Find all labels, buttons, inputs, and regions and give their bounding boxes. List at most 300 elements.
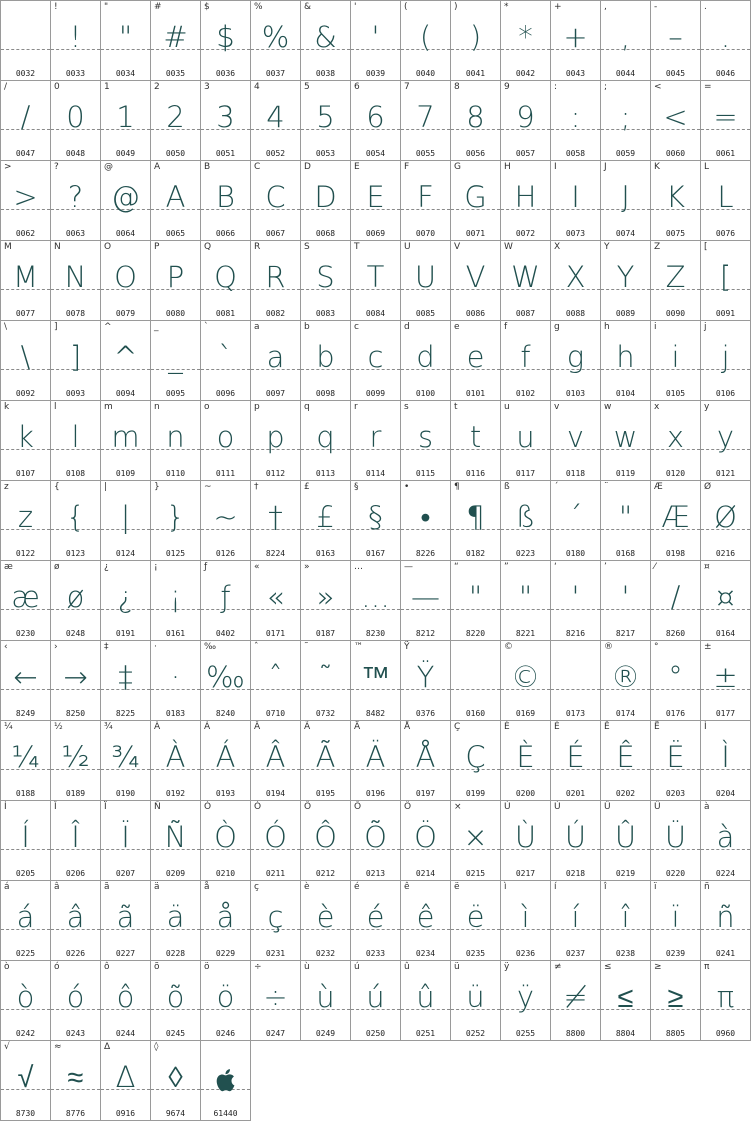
glyph-code: 8776 — [65, 1109, 86, 1118]
glyph-code: 0226 — [65, 949, 86, 958]
glyph-cell — [700, 880, 751, 961]
glyph-preview: t — [469, 420, 482, 454]
glyph-cell — [650, 960, 701, 1041]
glyph-preview: Ï — [121, 820, 130, 854]
glyph-code: 0063 — [65, 229, 86, 238]
glyph-preview: ` — [218, 340, 233, 374]
glyph-label: ê — [404, 882, 410, 892]
glyph-code: 0223 — [515, 549, 536, 558]
glyph-preview: å — [216, 900, 235, 934]
glyph-label: … — [354, 562, 363, 572]
glyph-label: « — [254, 562, 260, 572]
glyph-code: 0124 — [115, 549, 136, 558]
glyph-code: 0094 — [115, 389, 136, 398]
glyph-label: † — [254, 482, 259, 492]
apple-logo-icon — [215, 1063, 237, 1089]
glyph-preview: _ — [168, 340, 183, 374]
glyph-label: C — [254, 162, 261, 172]
glyph-preview: { — [66, 500, 85, 534]
glyph-code: 0041 — [465, 69, 486, 78]
glyph-label: c — [354, 322, 359, 332]
glyph-cell — [300, 640, 351, 721]
glyph-cell — [500, 800, 551, 881]
glyph-code: 0191 — [115, 629, 136, 638]
glyph-code: 8730 — [15, 1109, 36, 1118]
glyph-preview: h — [616, 340, 635, 374]
glyph-label: ç — [254, 882, 259, 892]
glyph-cell — [200, 880, 251, 961]
glyph-code: 0255 — [515, 1029, 536, 1038]
glyph-code: 0250 — [365, 1029, 386, 1038]
glyph-code: 0062 — [15, 229, 36, 238]
glyph-cell — [350, 480, 401, 561]
glyph-label: ” — [504, 562, 509, 572]
glyph-code: 0118 — [565, 469, 586, 478]
glyph-cell — [150, 720, 201, 801]
glyph-label: ÷ — [254, 962, 262, 972]
glyph-preview: Ä — [365, 740, 386, 774]
glyph-code: 0235 — [465, 949, 486, 958]
glyph-label: T — [354, 242, 360, 252]
glyph-label: * — [504, 2, 509, 12]
glyph-code: 0242 — [15, 1029, 36, 1038]
glyph-preview: ´ — [568, 500, 583, 534]
glyph-cell — [450, 640, 501, 721]
glyph-code: 0050 — [165, 149, 186, 158]
glyph-code: 0048 — [65, 149, 86, 158]
glyph-preview: ¶ — [466, 500, 485, 534]
glyph-preview: / — [670, 580, 681, 614]
glyph-preview: b — [316, 340, 335, 374]
glyph-preview: ½ — [61, 740, 90, 774]
glyph-code: 0096 — [215, 389, 236, 398]
glyph-preview: … — [361, 580, 390, 614]
glyph-code: 0248 — [65, 629, 86, 638]
glyph-code: 0249 — [315, 1029, 336, 1038]
glyph-preview: £ — [316, 500, 335, 534]
glyph-label: Å — [404, 722, 411, 732]
glyph-cell — [250, 160, 301, 241]
glyph-cell — [350, 400, 401, 481]
glyph-preview: ± — [713, 660, 738, 694]
glyph-code: 0061 — [715, 149, 736, 158]
glyph-preview: \ — [20, 340, 31, 374]
glyph-preview: c — [367, 340, 384, 374]
glyph-cell — [500, 0, 551, 81]
glyph-cell — [100, 560, 151, 641]
glyph-cell — [300, 800, 351, 881]
glyph-code: 0234 — [415, 949, 436, 958]
glyph-preview: p — [266, 420, 285, 454]
glyph-cell — [100, 640, 151, 721]
glyph-code: 0101 — [465, 389, 486, 398]
glyph-label: ≥ — [654, 962, 662, 972]
glyph-label: · — [154, 642, 157, 652]
glyph-code: 0106 — [715, 389, 736, 398]
glyph-label: G — [454, 162, 461, 172]
glyph-cell — [50, 80, 101, 161]
glyph-cell — [600, 960, 651, 1041]
glyph-cell — [0, 400, 51, 481]
glyph-code: 0119 — [615, 469, 636, 478]
glyph-code: 0056 — [465, 149, 486, 158]
glyph-preview: ‰ — [206, 660, 245, 694]
glyph-code: 0192 — [165, 789, 186, 798]
glyph-code: 0097 — [265, 389, 286, 398]
glyph-cell — [50, 480, 101, 561]
glyph-label: ô — [104, 962, 110, 972]
glyph-cell — [150, 240, 201, 321]
glyph-cell — [200, 560, 251, 641]
glyph-preview: ö — [216, 980, 235, 1014]
glyph-cell — [200, 0, 251, 81]
glyph-preview: & — [314, 20, 337, 54]
glyph-cell — [150, 0, 201, 81]
glyph-label: ! — [54, 2, 58, 12]
glyph-code: 0091 — [715, 309, 736, 318]
glyph-label: q — [304, 402, 310, 412]
glyph-cell — [600, 560, 651, 641]
glyph-cell — [50, 240, 101, 321]
glyph-cell — [300, 560, 351, 641]
glyph-code: 0126 — [215, 549, 236, 558]
glyph-cell — [600, 880, 651, 961]
glyph-preview: Ò — [214, 820, 237, 854]
glyph-preview: 9 — [516, 100, 535, 134]
glyph-cell — [200, 800, 251, 881]
glyph-label: U — [404, 242, 411, 252]
glyph-cell — [650, 0, 701, 81]
glyph-cell — [550, 320, 601, 401]
glyph-preview: Ê — [616, 740, 635, 774]
glyph-preview: Y — [616, 260, 635, 294]
glyph-cell — [700, 800, 751, 881]
glyph-preview: m — [111, 420, 140, 454]
glyph-label: F — [404, 162, 410, 172]
glyph-cell — [100, 320, 151, 401]
glyph-cell — [650, 320, 701, 401]
glyph-code: 0230 — [15, 629, 36, 638]
glyph-code: 0204 — [715, 789, 736, 798]
glyph-code: 0078 — [65, 309, 86, 318]
glyph-label: ö — [204, 962, 210, 972]
glyph-cell — [350, 240, 401, 321]
glyph-label: π — [704, 962, 710, 972]
glyph-code: 0032 — [15, 69, 36, 78]
glyph-preview: ñ — [716, 900, 735, 934]
glyph-label: ° — [654, 642, 659, 652]
glyph-code: 0211 — [265, 869, 286, 878]
glyph-preview: ˆ — [268, 660, 283, 694]
glyph-cell — [100, 480, 151, 561]
glyph-code: 0084 — [365, 309, 386, 318]
glyph-cell — [200, 480, 251, 561]
glyph-label: Î — [54, 802, 57, 812]
glyph-preview: 4 — [266, 100, 285, 134]
glyph-label: ò — [4, 962, 10, 972]
glyph-label: î — [604, 882, 607, 892]
glyph-preview: d — [416, 340, 435, 374]
glyph-code: 0205 — [15, 869, 36, 878]
glyph-preview: @ — [111, 180, 140, 214]
glyph-code: 0087 — [515, 309, 536, 318]
glyph-preview: æ — [11, 580, 40, 614]
glyph-cell — [400, 0, 451, 81]
glyph-code: 0174 — [615, 709, 636, 718]
glyph-code: 0120 — [665, 469, 686, 478]
glyph-cell — [200, 1040, 251, 1121]
glyph-code: 0055 — [415, 149, 436, 158]
glyph-cell — [700, 80, 751, 161]
glyph-code: 0042 — [515, 69, 536, 78]
glyph-preview: z — [17, 500, 34, 534]
glyph-label: ì — [504, 882, 507, 892]
glyph-code: 0194 — [265, 789, 286, 798]
glyph-code: 0071 — [465, 229, 486, 238]
glyph-cell — [650, 240, 701, 321]
glyph-preview: î — [621, 900, 630, 934]
glyph-label: Æ — [654, 482, 663, 492]
glyph-preview: o — [216, 420, 235, 454]
glyph-label: ï — [654, 882, 657, 892]
glyph-label: — — [404, 562, 413, 572]
glyph-cell — [0, 960, 51, 1041]
glyph-label: é — [354, 882, 360, 892]
glyph-label: d — [404, 322, 410, 332]
glyph-cell — [150, 160, 201, 241]
glyph-label: 4 — [254, 82, 260, 92]
glyph-code: 0212 — [315, 869, 336, 878]
glyph-cell — [0, 320, 51, 401]
glyph-code: 0059 — [615, 149, 636, 158]
glyph-preview: > — [13, 180, 38, 214]
glyph-cell — [350, 880, 401, 961]
glyph-cell — [650, 400, 701, 481]
glyph-preview: " — [468, 580, 483, 614]
glyph-code: 0187 — [315, 629, 336, 638]
glyph-preview: Ö — [414, 820, 437, 854]
glyph-label: ã — [104, 882, 110, 892]
glyph-label: 2 — [154, 82, 160, 92]
glyph-code: 0123 — [65, 549, 86, 558]
glyph-code: 0051 — [215, 149, 236, 158]
glyph-preview: • — [420, 500, 431, 534]
glyph-code: 8482 — [365, 709, 386, 718]
glyph-label: Ë — [654, 722, 660, 732]
glyph-preview: ä — [166, 900, 185, 934]
glyph-cell — [300, 480, 351, 561]
glyph-preview: ≥ — [667, 980, 684, 1014]
glyph-preview: r — [369, 420, 382, 454]
glyph-cell — [650, 480, 701, 561]
glyph-preview: ú — [366, 980, 385, 1014]
glyph-preview: . — [720, 20, 731, 54]
glyph-preview: ™ — [361, 660, 390, 694]
glyph-code: 0039 — [365, 69, 386, 78]
glyph-preview: $ — [216, 20, 235, 54]
glyph-label: æ — [4, 562, 13, 572]
glyph-preview: ¿ — [117, 580, 134, 614]
glyph-code: 0115 — [415, 469, 436, 478]
glyph-preview: n — [166, 420, 185, 454]
glyph-preview: ~ — [213, 500, 238, 534]
glyph-cell — [300, 80, 351, 161]
glyph-code: 0171 — [265, 629, 286, 638]
glyph-code: 0072 — [515, 229, 536, 238]
glyph-code: 0215 — [465, 869, 486, 878]
glyph-label: ½ — [54, 722, 63, 732]
glyph-label: K — [654, 162, 660, 172]
glyph-label: $ — [204, 2, 210, 12]
glyph-code: 0198 — [665, 549, 686, 558]
glyph-code: 0088 — [565, 309, 586, 318]
glyph-cell — [450, 800, 501, 881]
glyph-preview: ‡ — [118, 660, 133, 694]
glyph-code: 0202 — [615, 789, 636, 798]
glyph-cell — [50, 560, 101, 641]
glyph-code: 0207 — [115, 869, 136, 878]
glyph-label: ± — [704, 642, 712, 652]
glyph-code: 0213 — [365, 869, 386, 878]
glyph-code: 0214 — [415, 869, 436, 878]
glyph-cell — [150, 800, 201, 881]
glyph-code: 8800 — [565, 1029, 586, 1038]
glyph-code: 8249 — [15, 709, 36, 718]
glyph-cell — [150, 320, 201, 401]
glyph-label: P — [154, 242, 160, 252]
glyph-code: 0732 — [315, 709, 336, 718]
glyph-cell — [0, 240, 51, 321]
glyph-label: B — [204, 162, 211, 172]
glyph-cell — [450, 80, 501, 161]
glyph-preview: G — [464, 180, 487, 214]
glyph-code: 0077 — [15, 309, 36, 318]
glyph-label: J — [604, 162, 607, 172]
glyph-preview: Ÿ — [416, 660, 435, 694]
glyph-preview: ® — [611, 660, 640, 694]
glyph-preview: w — [613, 420, 638, 454]
glyph-preview: – — [668, 20, 683, 54]
glyph-preview: Ó — [264, 820, 287, 854]
glyph-preview: ( — [419, 20, 432, 54]
glyph-preview: ç — [267, 900, 284, 934]
glyph-cell — [500, 720, 551, 801]
glyph-label: ¼ — [4, 722, 13, 732]
glyph-preview: ] — [69, 340, 82, 374]
glyph-cell — [600, 240, 651, 321]
glyph-cell — [150, 1040, 201, 1121]
glyph-cell — [600, 400, 651, 481]
glyph-preview: S — [316, 260, 335, 294]
glyph-preview: 5 — [316, 100, 335, 134]
glyph-cell — [400, 960, 451, 1041]
glyph-label: ’ — [604, 562, 607, 572]
glyph-cell — [550, 800, 601, 881]
glyph-label: 1 — [104, 82, 110, 92]
glyph-cell — [250, 560, 301, 641]
glyph-label: V — [454, 242, 461, 252]
glyph-preview: f — [520, 340, 531, 374]
glyph-code: 0065 — [165, 229, 186, 238]
glyph-cell — [550, 400, 601, 481]
glyph-cell — [50, 960, 101, 1041]
glyph-code: 0112 — [265, 469, 286, 478]
glyph-cell — [0, 0, 51, 81]
glyph-label: ¨ — [604, 482, 609, 492]
glyph-cell — [500, 240, 551, 321]
glyph-preview: ' — [571, 580, 580, 614]
glyph-preview: < — [663, 100, 688, 134]
glyph-preview: E — [366, 180, 385, 214]
glyph-cell — [100, 0, 151, 81]
glyph-label: Δ — [104, 1042, 111, 1052]
glyph-preview: ù — [316, 980, 335, 1014]
glyph-cell — [550, 160, 601, 241]
glyph-preview: " — [518, 580, 533, 614]
glyph-label: _ — [154, 322, 159, 332]
glyph-label: [ — [704, 242, 708, 252]
glyph-code: 0233 — [365, 949, 386, 958]
glyph-preview: U — [414, 260, 437, 294]
glyph-cell — [300, 880, 351, 961]
glyph-preview: * — [518, 20, 533, 54]
glyph-label: l — [54, 402, 57, 412]
glyph-cell — [50, 0, 101, 81]
glyph-cell — [350, 720, 401, 801]
glyph-preview: « — [266, 580, 285, 614]
glyph-preview: Z — [665, 260, 686, 294]
glyph-cell — [0, 720, 51, 801]
glyph-label: ] — [54, 322, 58, 332]
glyph-label: ü — [454, 962, 460, 972]
glyph-preview: Ã — [315, 740, 336, 774]
glyph-cell — [350, 960, 401, 1041]
glyph-cell — [300, 960, 351, 1041]
glyph-preview: # — [163, 20, 188, 54]
glyph-cell — [250, 80, 301, 161]
glyph-code: 0060 — [665, 149, 686, 158]
glyph-preview: — — [411, 580, 440, 614]
glyph-cell — [650, 560, 701, 641]
glyph-code: 0099 — [365, 389, 386, 398]
glyph-label: ú — [354, 962, 360, 972]
glyph-code: 9674 — [165, 1109, 186, 1118]
glyph-code: 0086 — [465, 309, 486, 318]
glyph-label: Ä — [354, 722, 361, 732]
glyph-preview: ; — [620, 100, 631, 134]
glyph-code: 0247 — [265, 1029, 286, 1038]
glyph-preview: ^ — [113, 340, 138, 374]
glyph-preview: s — [417, 420, 434, 454]
glyph-cell — [250, 800, 301, 881]
glyph-label: + — [554, 2, 562, 12]
glyph-preview: ≈ — [67, 1060, 84, 1094]
glyph-label: Ã — [304, 722, 311, 732]
glyph-label: » — [304, 562, 310, 572]
glyph-cell — [450, 960, 501, 1041]
glyph-cell — [600, 160, 651, 241]
glyph-preview: ü — [466, 980, 485, 1014]
glyph-cell — [250, 720, 301, 801]
glyph-cell — [450, 240, 501, 321]
glyph-label: E — [354, 162, 360, 172]
glyph-cell — [600, 720, 651, 801]
glyph-code: 0960 — [715, 1029, 736, 1038]
glyph-preview: ? — [67, 180, 84, 214]
glyph-cell — [50, 160, 101, 241]
glyph-code: 0217 — [515, 869, 536, 878]
glyph-cell — [350, 560, 401, 641]
